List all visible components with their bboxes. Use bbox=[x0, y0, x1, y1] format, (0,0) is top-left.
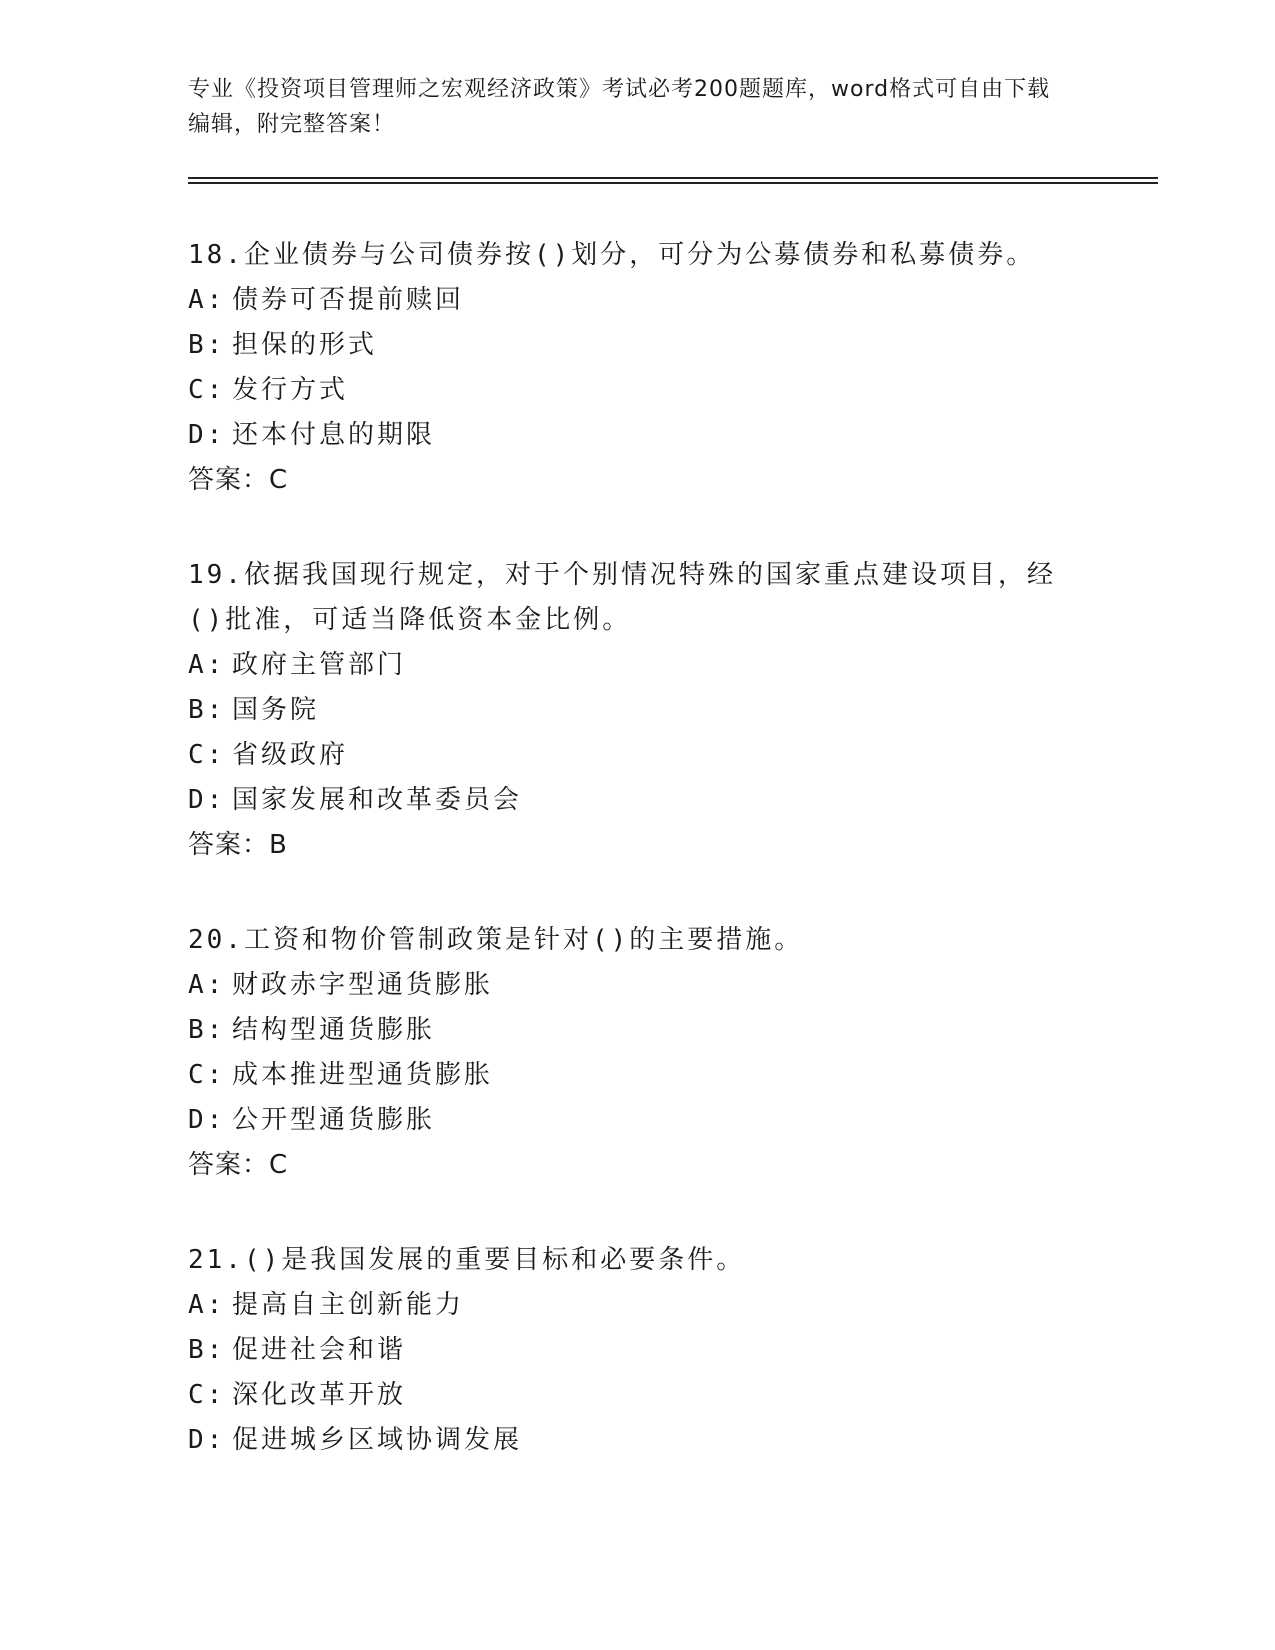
option-letter: A: bbox=[188, 970, 226, 1000]
option-c bbox=[188, 733, 1088, 778]
option-letter: D: bbox=[188, 1425, 226, 1455]
option-letter: A: bbox=[188, 1290, 226, 1320]
option-letter: C: bbox=[188, 375, 226, 405]
option-b bbox=[188, 1328, 1088, 1373]
option-letter: C: bbox=[188, 1380, 226, 1410]
option-a bbox=[188, 963, 1088, 1008]
option-text: 国家发展和改革委员会 bbox=[232, 785, 523, 815]
option-letter: B: bbox=[188, 330, 226, 360]
question-19 bbox=[188, 553, 1088, 868]
option-text: 担保的形式 bbox=[232, 330, 378, 360]
option-letter: B: bbox=[188, 1015, 226, 1045]
option-text: 成本推进型通货膨胀 bbox=[232, 1060, 494, 1090]
option-a bbox=[188, 278, 1088, 323]
option-text: 促进城乡区域协调发展 bbox=[232, 1425, 523, 1455]
option-text: 财政赤字型通货膨胀 bbox=[232, 970, 494, 1000]
option-letter: C: bbox=[188, 1060, 226, 1090]
header-divider-bottom bbox=[188, 182, 1158, 184]
option-text: 省级政府 bbox=[232, 740, 349, 770]
option-b bbox=[188, 688, 1088, 733]
answer-line: 答案：C bbox=[188, 1150, 289, 1180]
option-letter: A: bbox=[188, 285, 226, 315]
option-a bbox=[188, 643, 1088, 688]
option-text: 促进社会和谐 bbox=[232, 1335, 407, 1365]
question-stem: 19.依据我国现行规定，对于个别情况特殊的国家重点建设项目，经()批准，可适当降低资本金比例。 bbox=[188, 560, 1056, 635]
option-c bbox=[188, 368, 1088, 413]
question-18 bbox=[188, 233, 1088, 503]
document-header: 专业《投资项目管理师之宏观经济政策》考试必考200题题库，word格式可自由下载编辑，附完整答案！ bbox=[188, 77, 1051, 137]
option-b bbox=[188, 323, 1088, 368]
option-text: 提高自主创新能力 bbox=[232, 1290, 465, 1320]
option-letter: C: bbox=[188, 740, 226, 770]
question-stem: 21.()是我国发展的重要目标和必要条件。 bbox=[188, 1245, 746, 1275]
option-text: 发行方式 bbox=[232, 375, 349, 405]
option-letter: B: bbox=[188, 695, 226, 725]
header-divider-top bbox=[188, 177, 1158, 179]
option-letter: D: bbox=[188, 1105, 226, 1135]
question-20 bbox=[188, 918, 1088, 1188]
option-d bbox=[188, 778, 1088, 823]
option-c bbox=[188, 1053, 1088, 1098]
option-text: 国务院 bbox=[232, 695, 320, 725]
option-d bbox=[188, 1418, 1088, 1463]
question-21 bbox=[188, 1238, 1088, 1463]
option-text: 结构型通货膨胀 bbox=[232, 1015, 436, 1045]
option-text: 公开型通货膨胀 bbox=[232, 1105, 436, 1135]
option-d bbox=[188, 1098, 1088, 1143]
question-stem: 20.工资和物价管制政策是针对()的主要措施。 bbox=[188, 925, 804, 955]
question-stem: 18.企业债券与公司债券按()划分，可分为公募债券和私募债券。 bbox=[188, 240, 1036, 270]
option-text: 债券可否提前赎回 bbox=[232, 285, 465, 315]
option-text: 政府主管部门 bbox=[232, 650, 407, 680]
option-text: 还本付息的期限 bbox=[232, 420, 436, 450]
option-b bbox=[188, 1008, 1088, 1053]
option-text: 深化改革开放 bbox=[232, 1380, 407, 1410]
option-letter: B: bbox=[188, 1335, 226, 1365]
answer-line: 答案：C bbox=[188, 465, 289, 495]
option-a bbox=[188, 1283, 1088, 1328]
option-letter: D: bbox=[188, 785, 226, 815]
answer-line: 答案：B bbox=[188, 830, 288, 860]
option-letter: D: bbox=[188, 420, 226, 450]
option-c bbox=[188, 1373, 1088, 1418]
option-letter: A: bbox=[188, 650, 226, 680]
option-d bbox=[188, 413, 1088, 458]
